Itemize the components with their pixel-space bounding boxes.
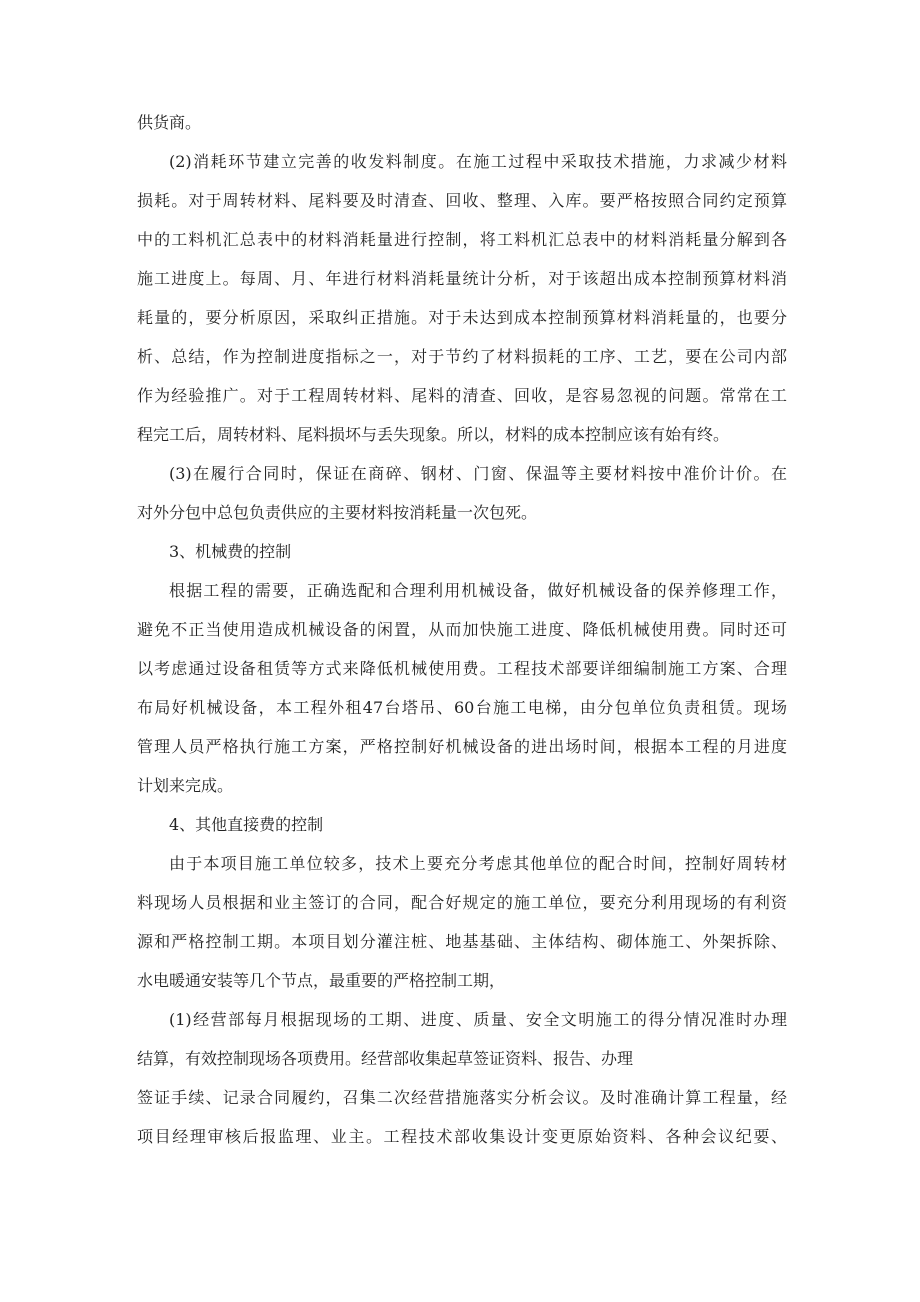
paragraph-start-line: (2)消耗环节建立完善的收发料制度。在施工过程中采取技术措施，力求减少材料	[169, 152, 787, 171]
text-line: 水电暖通安装等几个节点，最重要的严格控制工期，	[137, 971, 506, 990]
paragraph-start-line: 由于本项目施工单位较多，技术上要充分考虑其他单位的配合时间，控制好周转材	[169, 854, 787, 873]
paragraph-start-line: 根据工程的需要，正确选配和合理利用机械设备，做好机械设备的保养修理工作，	[169, 581, 787, 600]
section-heading: 4、其他直接费的控制	[169, 815, 324, 834]
text-line: 损耗。对于周转材料、尾料要及时清查、回收、整理、入库。要严格按照合同约定预算	[137, 191, 787, 210]
text-line: 结算，有效控制现场各项费用。经营部收集起草签证资料、报告、办理	[137, 1049, 634, 1068]
text-line: 签证手续、记录合同履约，召集二次经营措施落实分析会议。及时准确计算工程量，经	[137, 1088, 787, 1107]
paragraph-start-line: (3)在履行合同时，保证在商碎、钢材、门窗、保温等主要材料按中准价计价。在	[169, 464, 787, 483]
text-line: 计划来完成。	[137, 776, 234, 795]
text-line: 布局好机械设备，本工程外租47台塔吊、60台施工电梯，由分包单位负责租赁。现场	[137, 698, 787, 717]
text-line: 料现场人员根据和业主签订的合同，配合好规定的施工单位，要充分利用现场的有利资	[137, 893, 787, 912]
text-line: 供货商。	[137, 113, 202, 132]
text-line: 中的工料机汇总表中的材料消耗量进行控制，将工料机汇总表中的材料消耗量分解到各	[137, 230, 787, 249]
section-heading: 3、机械费的控制	[169, 542, 292, 561]
text-line: 项目经理审核后报监理、业主。工程技术部收集设计变更原始资料、各种会议纪要、	[137, 1127, 787, 1146]
text-line: 避免不正当使用造成机械设备的闲置，从而加快施工进度、降低机械使用费。同时还可	[137, 620, 787, 639]
document-body	[137, 103, 787, 1156]
text-line: 作为经验推广。对于工程周转材料、尾料的清查、回收，是容易忽视的问题。常常在工	[137, 386, 787, 405]
text-line: 对外分包中总包负责供应的主要材料按消耗量一次包死。	[137, 503, 538, 522]
text-line: 管理人员严格执行施工方案，严格控制好机械设备的进出场时间，根据本工程的月进度	[137, 737, 787, 756]
text-line: 源和严格控制工期。本项目划分灌注桩、地基基础、主体结构、砌体施工、外架拆除、	[137, 932, 787, 951]
text-line: 以考虑通过设备租赁等方式来降低机械使用费。工程技术部要详细编制施工方案、合理	[137, 659, 787, 678]
paragraph-start-line: (1)经营部每月根据现场的工期、进度、质量、安全文明施工的得分情况准时办理	[169, 1010, 787, 1029]
text-line: 析、总结，作为控制进度指标之一，对于节约了材料损耗的工序、工艺，要在公司内部	[137, 347, 787, 366]
text-line: 施工进度上。每周、月、年进行材料消耗量统计分析，对于该超出成本控制预算材料消	[137, 269, 787, 288]
text-line: 耗量的，要分析原因，采取纠正措施。对于未达到成本控制预算材料消耗量的，也要分	[137, 308, 787, 327]
text-line: 程完工后，周转材料、尾料损坏与丢失现象。所以，材料的成本控制应该有始有终。	[137, 425, 730, 444]
